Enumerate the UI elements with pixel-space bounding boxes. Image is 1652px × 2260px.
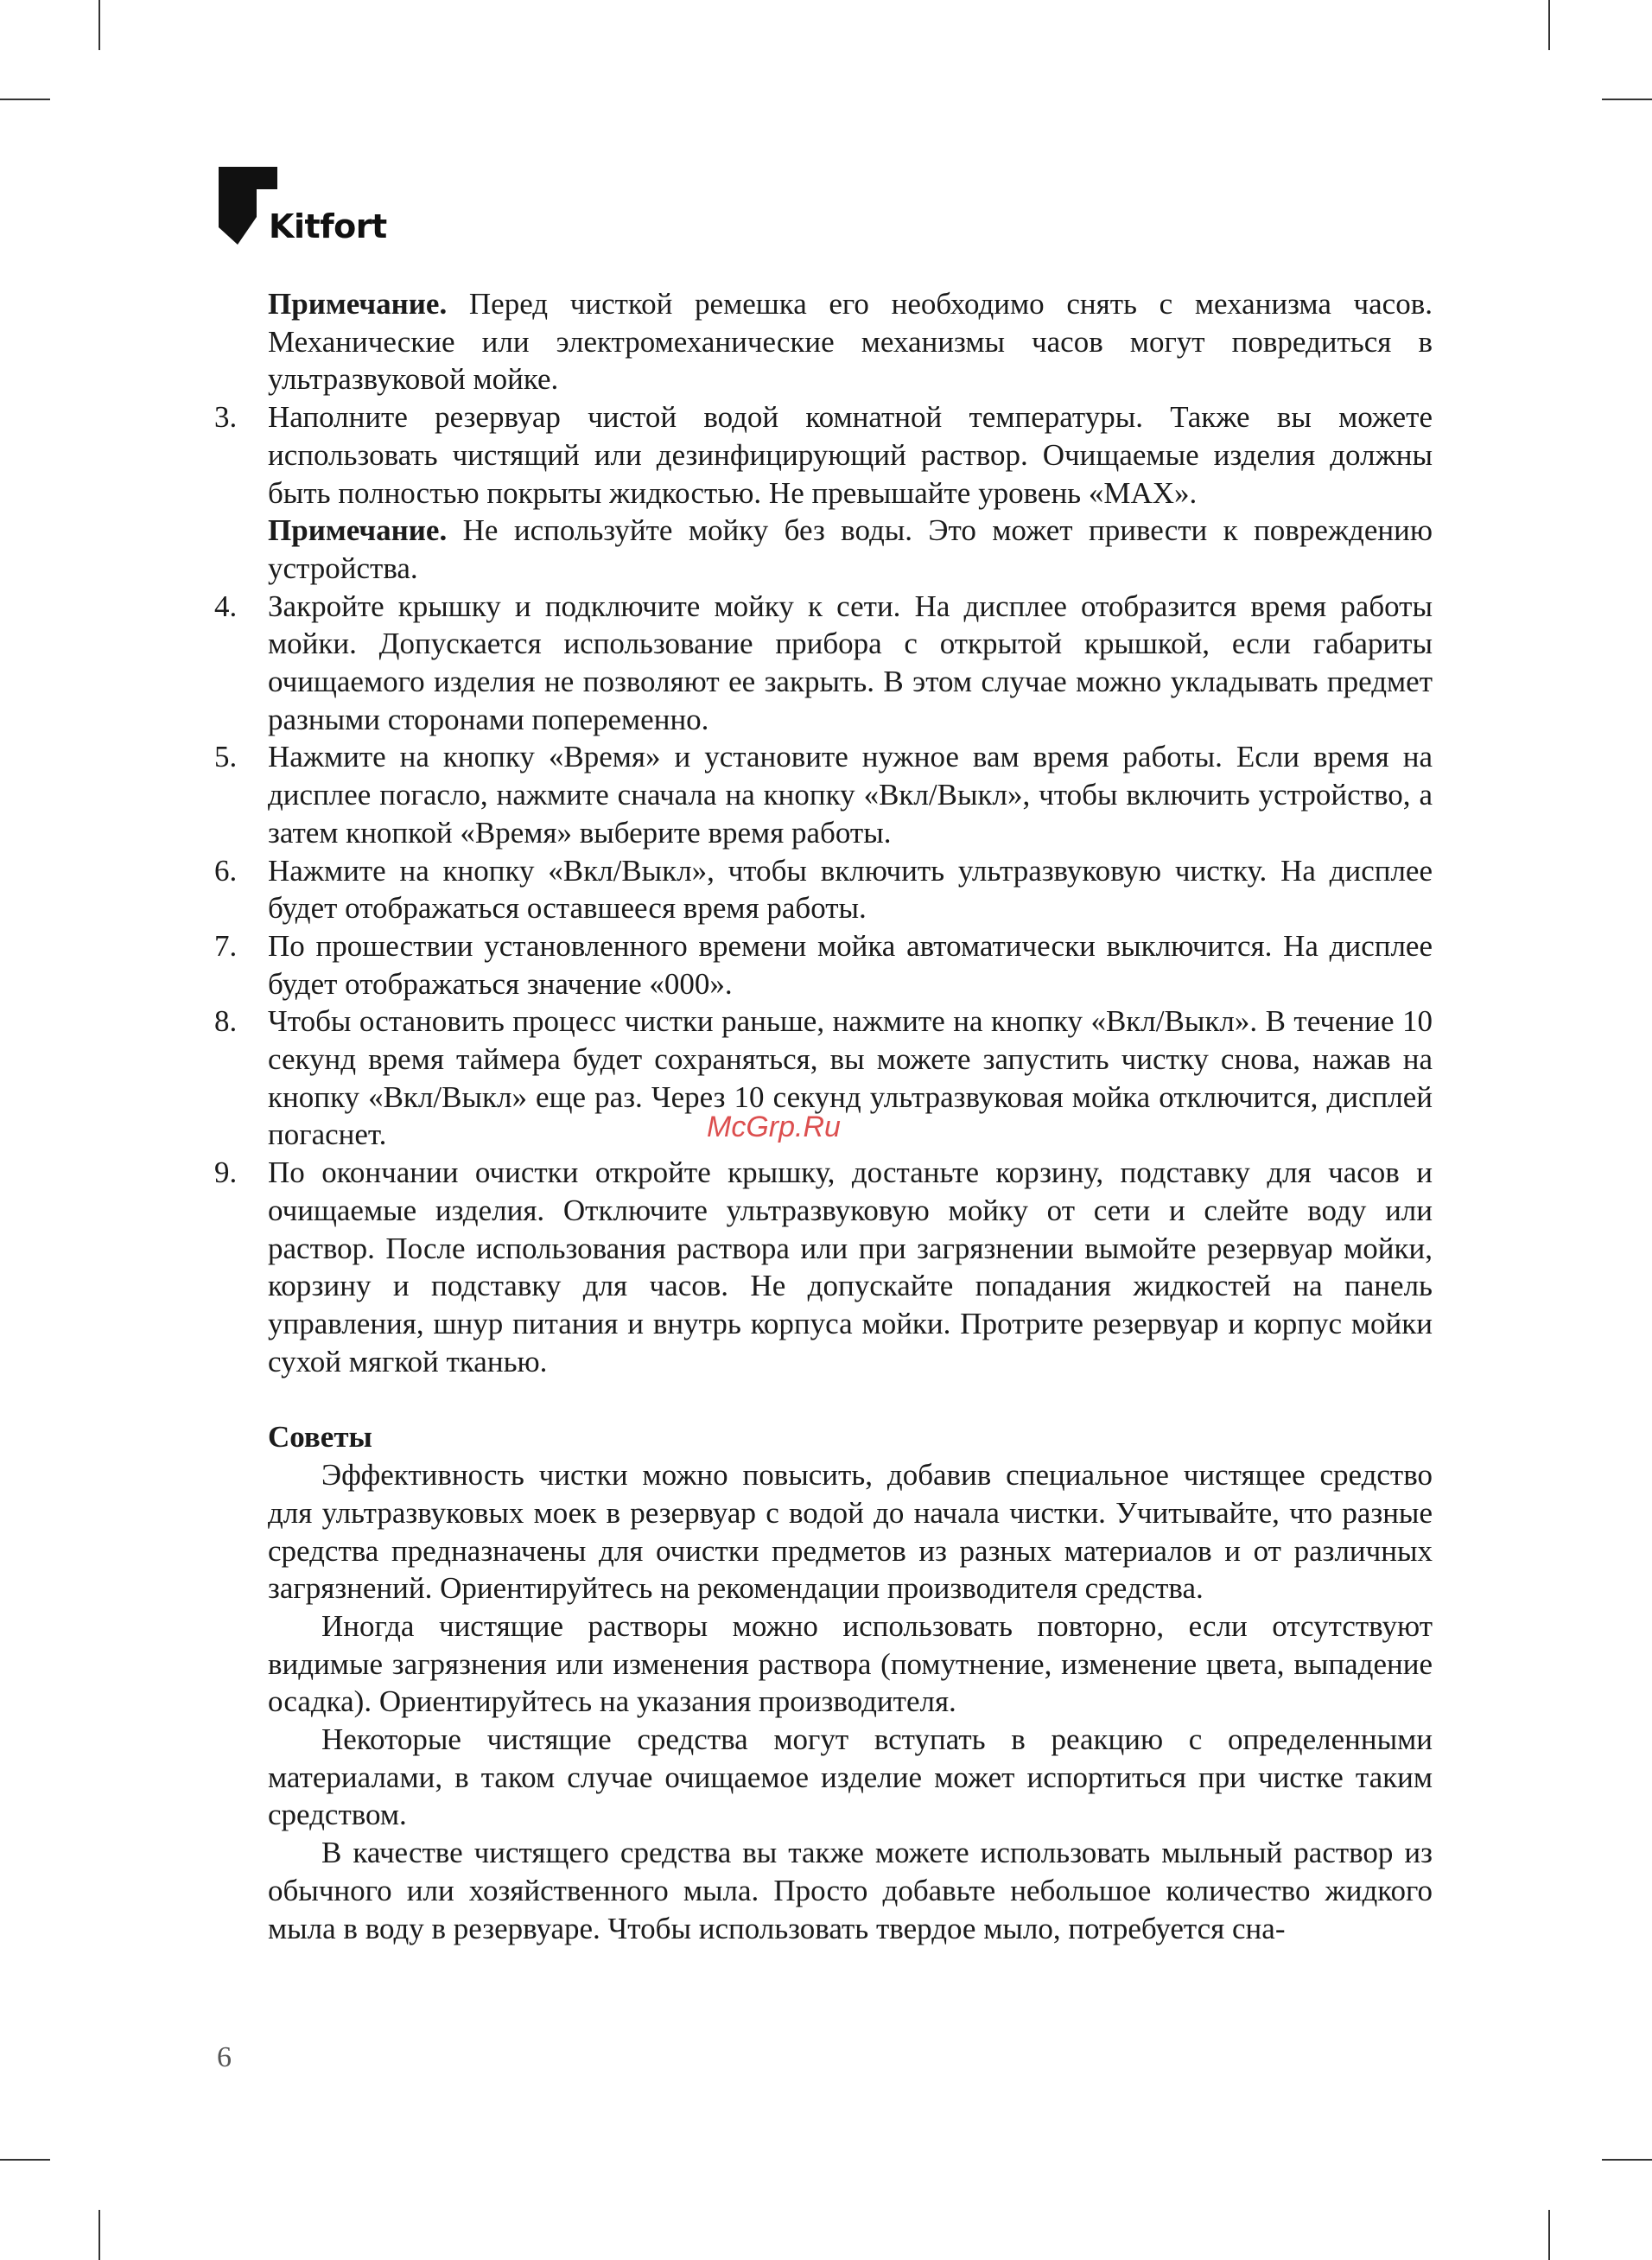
crop-mark <box>1548 0 1550 50</box>
list-text: Наполните резервуар чистой водой комнатной температуры. Также вы можете использовать чистящий или дезинфицирующий раствор. Очищаемые изделия должны быть полностью покрыты жидкостью. Не превышайте уровень «MAX». <box>268 400 1433 510</box>
tips-paragraph: Эффективность чистки можно повысить, добавив специальное чистящее средство для ультразвуковых моек в резервуар с водой до начала чистки. Учитывайте, что разные средства предназначены для очистки предметов из разных материалов и от различных загрязнений. Ориентируйтесь на рекомендации производителя средства. <box>268 1458 1433 1606</box>
list-number: 6. <box>214 853 238 888</box>
list-number: 5. <box>214 740 238 774</box>
note-text: Не используйте мойку без воды. Это может привести к повреждению устройства. <box>268 513 1433 585</box>
watermark: McGrp.Ru <box>707 1111 841 1143</box>
crop-mark <box>0 2159 50 2161</box>
list-text: Чтобы остановить процесс чистки раньше, нажмите на кнопку «Вкл/Выкл». В течение 10 секунд время таймера будет сохраняться, вы можете запустить чистку снова, нажав на кнопку «Вкл/Выкл» еще раз. Через 10 секунд ультразвуковая мойка отключится, дисплей погаснет. <box>268 1004 1433 1152</box>
page-number: 6 <box>217 2041 232 2073</box>
tips-paragraph: Некоторые чистящие средства могут вступать в реакцию с определенными материалами, в таком случае очищаемое изделие может испортиться при чистке таким средством. <box>268 1722 1433 1832</box>
crop-mark <box>1602 2159 1652 2161</box>
note-strap <box>214 285 1433 398</box>
note-water <box>214 512 1433 587</box>
list-number: 3. <box>214 400 238 435</box>
crop-mark <box>0 99 50 100</box>
tips-heading: Советы <box>268 1420 372 1455</box>
list-item <box>214 588 1433 739</box>
tips-paragraph: Иногда чистящие растворы можно использовать повторно, если отсутствуют видимые загрязнения или изменения раствора (помутнение, изменение цвета, выпадение осадка). Ориентируйтесь на указания производителя. <box>268 1608 1433 1719</box>
list-item <box>214 852 1433 927</box>
tips-section <box>214 1456 1433 1947</box>
list-item <box>214 738 1433 851</box>
list-number: 8. <box>214 1004 238 1039</box>
list-number: 7. <box>214 928 238 963</box>
crop-mark <box>98 2210 100 2260</box>
list-number: 4. <box>214 589 238 623</box>
note-label: Примечание. <box>268 513 448 548</box>
list-item <box>214 398 1433 512</box>
list-text: Закройте крышку и подключите мойку к сети. На дисплее отобразится время работы мойки. Допускается использование прибора с открытой крышкой, если габариты очищаемого изделия не позволяют ее закрыть. В этом случае можно укладывать предмет разными сторонами попеременно. <box>268 589 1433 736</box>
list-text: Нажмите на кнопку «Время» и установите нужное вам время работы. Если время на дисплее погасло, нажмите сначала на кнопку «Вкл/Выкл», чтобы включить устройство, а затем кнопкой «Время» выберите время работы. <box>268 740 1433 850</box>
logo-text: Kitfort <box>269 207 387 245</box>
list-text: По окончании очистки откройте крышку, достаньте корзину, подставку для часов и очищаемые изделия. Отключите ультразвуковую мойку от сети и слейте воду или раствор. После использования раствора или при загрязнении вымойте резервуар мойки, корзину и подставку для часов. Не допускайте попадания жидкостей на панель управления, шнур питания и внутрь корпуса мойки. Протрите резервуар и корпус мойки сухой мягкой тканью. <box>268 1155 1433 1378</box>
list-text: По прошествии установленного времени мойка автоматически выключится. На дисплее будет отображаться значение «000». <box>268 928 1433 1001</box>
kitfort-logo <box>219 167 391 250</box>
crop-mark <box>1548 2210 1550 2260</box>
tips-paragraph: В качестве чистящего средства вы также можете использовать мыльный раствор из обычного или хозяйственного мыла. Просто добавьте небольшое количество жидкого мыла в воду в резервуаре. Чтобы использовать твердое мыло, потребуется сна- <box>268 1836 1433 1945</box>
note-label: Примечание. <box>268 287 448 321</box>
list-item <box>214 927 1433 1003</box>
note-text: Перед чисткой ремешка его необходимо снять с механизма часов. Механические или электромеханические механизмы часов могут повредиться в ультразвуковой мойке. <box>268 287 1433 397</box>
list-text: Нажмите на кнопку «Вкл/Выкл», чтобы включить ультразвуковую чистку. На дисплее будет отображаться оставшееся время работы. <box>268 853 1433 926</box>
crop-mark <box>98 0 100 50</box>
list-number: 9. <box>214 1155 238 1190</box>
crop-mark <box>1602 99 1652 100</box>
list-item <box>214 1154 1433 1380</box>
